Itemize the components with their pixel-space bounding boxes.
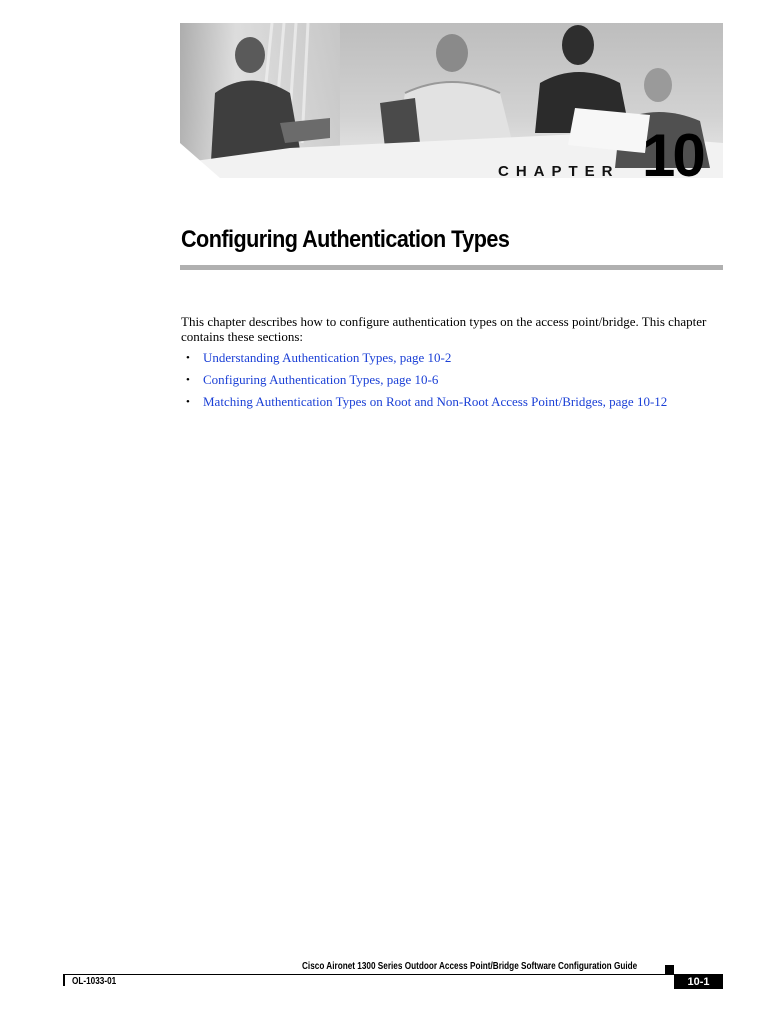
section-link-configuring[interactable]: Configuring Authentication Types, page 10-6	[203, 372, 439, 387]
section-list	[181, 350, 667, 416]
footer-guide-title: Cisco Aironet 1300 Series Outdoor Access Point/Bridge Software Configuration Guide	[302, 961, 638, 972]
list-item	[181, 394, 667, 416]
footer-divider	[63, 974, 723, 975]
bullet-icon: •	[186, 352, 190, 364]
footer-doc-number: OL-1033-01	[72, 976, 117, 987]
footer-marker	[665, 965, 674, 974]
chapter-label: CHAPTER	[498, 163, 620, 178]
page-number-badge: 10-1	[674, 975, 723, 989]
title-divider	[180, 265, 723, 270]
footer-tick	[63, 974, 65, 986]
intro-paragraph: This chapter describes how to configure authentication types on the access point/bridge. This chapter contains these sections:	[181, 314, 707, 344]
bullet-icon: •	[186, 396, 190, 408]
chapter-banner	[180, 23, 723, 178]
section-link-matching[interactable]: Matching Authentication Types on Root and Non-Root Access Point/Bridges, page 10-12	[203, 394, 668, 409]
section-link-understanding[interactable]: Understanding Authentication Types, page 10-2	[203, 350, 452, 365]
chapter-number: 10	[642, 122, 703, 178]
bullet-icon: •	[186, 374, 190, 386]
list-item	[181, 350, 667, 372]
list-item	[181, 372, 667, 394]
page-title: Configuring Authentication Types	[181, 226, 510, 253]
